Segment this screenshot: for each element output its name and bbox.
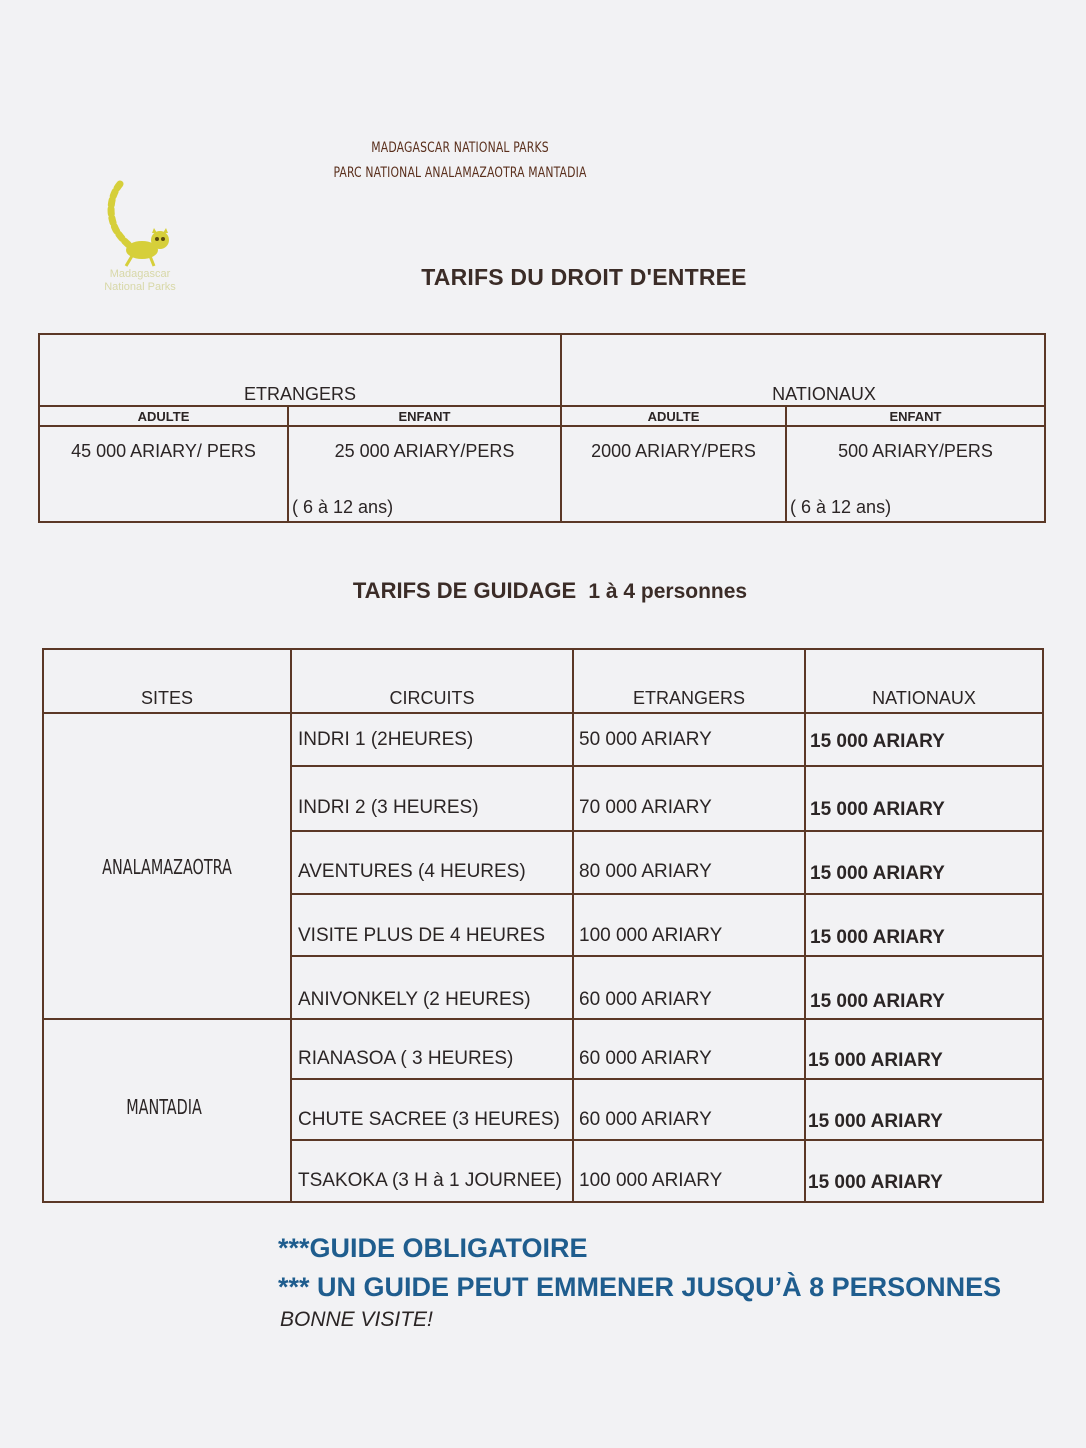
group-etrangers: ETRANGERS (243, 384, 357, 404)
etrangers-price-cell: 60 000 ARIARY (579, 1048, 712, 1069)
etrangers-price-cell: 100 000 ARIARY (579, 925, 723, 946)
guide-fees-subtitle: 1 à 4 personnes (588, 580, 748, 603)
circuit-cell: ANIVONKELY (2 HEURES) (298, 989, 531, 1010)
price-adulte-nationaux: 2000 ARIARY/PERS (591, 441, 756, 461)
guide-capacity-note: *** UN GUIDE PEUT EMMENER JUSQU’À 8 PERSONNES (278, 1272, 1002, 1302)
nationaux-price-cell: 15 000 ARIARY (808, 1172, 943, 1193)
guide-fees-title (0, 578, 1086, 604)
etrangers-price-cell: 80 000 ARIARY (579, 861, 712, 882)
entry-fees-title: TARIFS DU DROIT D'ENTREE (421, 264, 747, 290)
logo-caption-line2: National Parks (104, 281, 176, 293)
circuit-cell: INDRI 1 (2HEURES) (298, 729, 474, 750)
circuit-cell: CHUTE SACREE (3 HEURES) (298, 1109, 560, 1130)
circuit-cell: TSAKOKA (3 H à 1 JOURNEE) (298, 1170, 562, 1191)
col-header-circuits: CIRCUITS (389, 688, 475, 708)
nationaux-price-cell: 15 000 ARIARY (808, 1111, 943, 1132)
etrangers-price-cell: 100 000 ARIARY (579, 1170, 723, 1191)
child-age-note-nationaux: ( 6 à 12 ans) (790, 497, 892, 517)
circuit-cell: AVENTURES (4 HEURES) (298, 861, 526, 882)
subhead-adulte-etrangers: ADULTE (137, 409, 190, 424)
nationaux-price-cell: 15 000 ARIARY (810, 927, 945, 948)
group-nationaux: NATIONAUX (772, 384, 876, 404)
nationaux-price-cell: 15 000 ARIARY (808, 1050, 943, 1071)
subhead-adulte-nationaux: ADULTE (647, 409, 700, 424)
site-analamazaotra: ANALAMAZAOTRA (102, 855, 232, 879)
etrangers-price-cell: 70 000 ARIARY (579, 797, 712, 818)
etrangers-price-cell: 60 000 ARIARY (579, 1109, 712, 1130)
nationaux-price-cell: 15 000 ARIARY (810, 863, 945, 884)
etrangers-price-cell: 60 000 ARIARY (579, 989, 712, 1010)
logo-caption-line1: Madagascar (109, 268, 171, 280)
nationaux-price-cell: 15 000 ARIARY (810, 799, 945, 820)
circuit-cell: RIANASOA ( 3 HEURES) (298, 1048, 514, 1069)
guide-fees-table (42, 648, 1044, 1203)
site-mantadia: MANTADIA (126, 1095, 202, 1119)
subhead-enfant-etrangers: ENFANT (398, 409, 451, 424)
subhead-enfant-nationaux: ENFANT (889, 409, 942, 424)
nationaux-price-cell: 15 000 ARIARY (810, 991, 945, 1012)
price-enfant-etrangers: 25 000 ARIARY/PERS (334, 441, 515, 461)
col-header-nationaux: NATIONAUX (872, 688, 976, 708)
park-name: PARC NATIONAL ANALAMAZAOTRA MANTADIA (333, 165, 587, 181)
entry-fees-table (38, 333, 1046, 523)
col-header-etrangers: ETRANGERS (632, 688, 746, 708)
org-name: MADAGASCAR NATIONAL PARKS (371, 140, 549, 156)
etrangers-price-cell: 50 000 ARIARY (579, 729, 712, 750)
child-age-note-etrangers: ( 6 à 12 ans) (292, 497, 394, 517)
closing-message: BONNE VISITE! (280, 1308, 433, 1331)
price-adulte-etrangers: 45 000 ARIARY/ PERS (71, 441, 256, 461)
price-enfant-nationaux: 500 ARIARY/PERS (838, 441, 993, 461)
nationaux-price-cell: 15 000 ARIARY (810, 731, 945, 752)
guide-mandatory-note: ***GUIDE OBLIGATOIRE (278, 1233, 588, 1263)
circuit-cell: VISITE PLUS DE 4 HEURES (298, 925, 546, 946)
circuit-cell: INDRI 2 (3 HEURES) (298, 797, 479, 818)
guide-fees-title-main: TARIFS DE GUIDAGE (352, 578, 577, 603)
col-header-sites: SITES (140, 688, 193, 708)
